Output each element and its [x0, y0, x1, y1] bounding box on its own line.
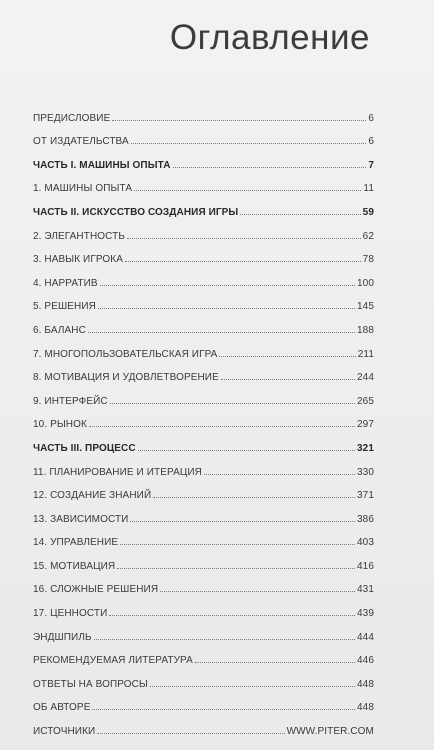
- toc-entry-label: ОТВЕТЫ НА ВОПРОСЫ: [33, 678, 148, 690]
- toc-entry: [33, 407, 374, 431]
- toc-entry: [33, 265, 374, 289]
- dot-leader: [204, 474, 355, 475]
- toc-entry: [33, 501, 374, 525]
- toc-entry-label: ЭНДШПИЛЬ: [33, 631, 92, 643]
- toc-entry-page-number: 62: [362, 230, 374, 242]
- toc-entry-page-number: 446: [357, 655, 374, 667]
- toc-entry-label: ИСТОЧНИКИ: [33, 726, 96, 738]
- toc-entry-label: 3. НАВЫК ИГРОКА: [33, 254, 123, 266]
- toc-entry-label: 16. СЛОЖНЫЕ РЕШЕНИЯ: [33, 584, 159, 596]
- toc-entry: [33, 124, 374, 148]
- toc-entry-label: 2. ЭЛЕГАНТНОСТЬ: [33, 230, 126, 242]
- toc-entry-label: ПРЕДИСЛОВИЕ: [33, 112, 111, 124]
- toc-entry: [33, 595, 374, 619]
- toc-part-entry: [33, 430, 374, 454]
- toc-entry: [33, 619, 374, 643]
- toc-entry: [33, 171, 374, 195]
- toc-entry-page-number: 297: [357, 419, 374, 431]
- toc-entry-page-number: 59: [362, 206, 374, 218]
- toc-entry-label: ЧАСТЬ II. ИСКУССТВО СОЗДАНИЯ ИГРЫ: [33, 206, 239, 218]
- toc-entry: [33, 525, 374, 549]
- toc-entry-page-number: 371: [357, 490, 374, 502]
- toc-entry: [33, 478, 374, 502]
- toc-entry-page-number: 188: [357, 324, 374, 336]
- dot-leader: [94, 639, 355, 640]
- toc-entry-page-number: 78: [362, 254, 374, 266]
- toc-entry-label: 11. ПЛАНИРОВАНИЕ И ИТЕРАЦИЯ: [33, 466, 202, 478]
- toc-entry: [33, 242, 374, 266]
- dot-leader: [125, 261, 361, 262]
- toc-entry: [33, 548, 374, 572]
- toc-entry-page-number: 403: [357, 537, 374, 549]
- dot-leader: [100, 285, 355, 286]
- dot-leader: [127, 238, 361, 239]
- dot-leader: [134, 190, 361, 191]
- toc-part-entry: [33, 194, 374, 218]
- toc-entry-page-number: 330: [357, 466, 374, 478]
- toc-entry-label: 15. МОТИВАЦИЯ: [33, 560, 116, 572]
- toc-entry: [33, 383, 374, 407]
- toc-entry-label: 17. ЦЕННОСТИ: [33, 608, 108, 620]
- toc-entry-label: ОТ ИЗДАТЕЛЬСТВА: [33, 136, 129, 148]
- dot-leader: [160, 591, 355, 592]
- dot-leader: [88, 332, 355, 333]
- toc-entry-label: 1. МАШИНЫ ОПЫТА: [33, 183, 133, 195]
- dot-leader: [240, 214, 360, 215]
- toc-entry-label: 5. РЕШЕНИЯ: [33, 301, 96, 313]
- toc-entry-page-number: 431: [357, 584, 374, 596]
- dot-leader: [110, 403, 355, 404]
- dot-leader: [109, 615, 355, 616]
- toc-entry-label: ОБ АВТОРЕ: [33, 702, 91, 714]
- toc-entry-label: 7. МНОГОПОЛЬЗОВАТЕЛЬСКАЯ ИГРА: [33, 348, 218, 360]
- dot-leader: [112, 120, 366, 121]
- toc-entry-label: 12. СОЗДАНИЕ ЗНАНИЙ: [33, 490, 152, 502]
- dot-leader: [117, 568, 355, 569]
- table-of-contents: [33, 100, 374, 737]
- toc-entry-page-number: 416: [357, 560, 374, 572]
- dot-leader: [138, 450, 355, 451]
- dot-leader: [173, 167, 367, 168]
- toc-entry: [33, 690, 374, 714]
- toc-entry-page-number: 6: [368, 136, 374, 148]
- toc-entry-page-number: 448: [357, 702, 374, 714]
- toc-entry-page-number: 439: [357, 608, 374, 620]
- toc-entry-label: 8. МОТИВАЦИЯ И УДОВЛЕТВОРЕНИЕ: [33, 372, 219, 384]
- toc-entry-page-number: 100: [357, 277, 374, 289]
- toc-entry-page-number: 321: [357, 442, 374, 454]
- dot-leader: [195, 662, 355, 663]
- toc-entry-page-number: WWW.PITER.COM: [286, 726, 374, 738]
- toc-entry: [33, 289, 374, 313]
- toc-entry-label: РЕКОМЕНДУЕМАЯ ЛИТЕРАТУРА: [33, 655, 193, 667]
- dot-leader: [97, 733, 284, 734]
- toc-entry-page-number: 11: [363, 183, 374, 195]
- toc-entry-page-number: 6: [368, 112, 374, 124]
- dot-leader: [131, 143, 367, 144]
- dot-leader: [221, 379, 355, 380]
- toc-entry-page-number: 386: [357, 513, 374, 525]
- toc-part-entry: [33, 147, 374, 171]
- toc-entry: [33, 643, 374, 667]
- toc-entry: [33, 713, 374, 737]
- toc-entry-page-number: 145: [357, 301, 374, 313]
- dot-leader: [130, 521, 355, 522]
- toc-entry-label: 9. ИНТЕРФЕЙС: [33, 395, 108, 407]
- toc-entry-label: ЧАСТЬ I. МАШИНЫ ОПЫТА: [33, 159, 171, 171]
- dot-leader: [153, 497, 355, 498]
- toc-entry: [33, 218, 374, 242]
- toc-entry-page-number: 265: [357, 395, 374, 407]
- toc-entry: [33, 336, 374, 360]
- toc-entry-page-number: 448: [357, 678, 374, 690]
- toc-entry: [33, 666, 374, 690]
- toc-entry-page-number: 444: [357, 631, 374, 643]
- toc-entry-page-number: 244: [357, 372, 374, 384]
- toc-entry-label: 6. БАЛАНС: [33, 324, 86, 336]
- toc-entry-label: 10. РЫНОК: [33, 419, 87, 431]
- toc-entry-label: ЧАСТЬ III. ПРОЦЕСС: [33, 442, 136, 454]
- toc-entry: [33, 454, 374, 478]
- toc-entry: [33, 312, 374, 336]
- toc-entry-label: 14. УПРАВЛЕНИЕ: [33, 537, 119, 549]
- dot-leader: [120, 544, 355, 545]
- toc-entry-page-number: 7: [368, 159, 374, 171]
- toc-entry-label: 13. ЗАВИСИМОСТИ: [33, 513, 129, 525]
- dot-leader: [92, 709, 355, 710]
- toc-entry: [33, 100, 374, 124]
- dot-leader: [98, 308, 355, 309]
- toc-entry-label: 4. НАРРАТИВ: [33, 277, 98, 289]
- dot-leader: [150, 686, 355, 687]
- toc-entry: [33, 572, 374, 596]
- dot-leader: [89, 426, 355, 427]
- toc-entry: [33, 360, 374, 384]
- toc-entry-page-number: 211: [357, 348, 374, 360]
- dot-leader: [219, 356, 355, 357]
- page-title: Оглавление: [169, 18, 370, 57]
